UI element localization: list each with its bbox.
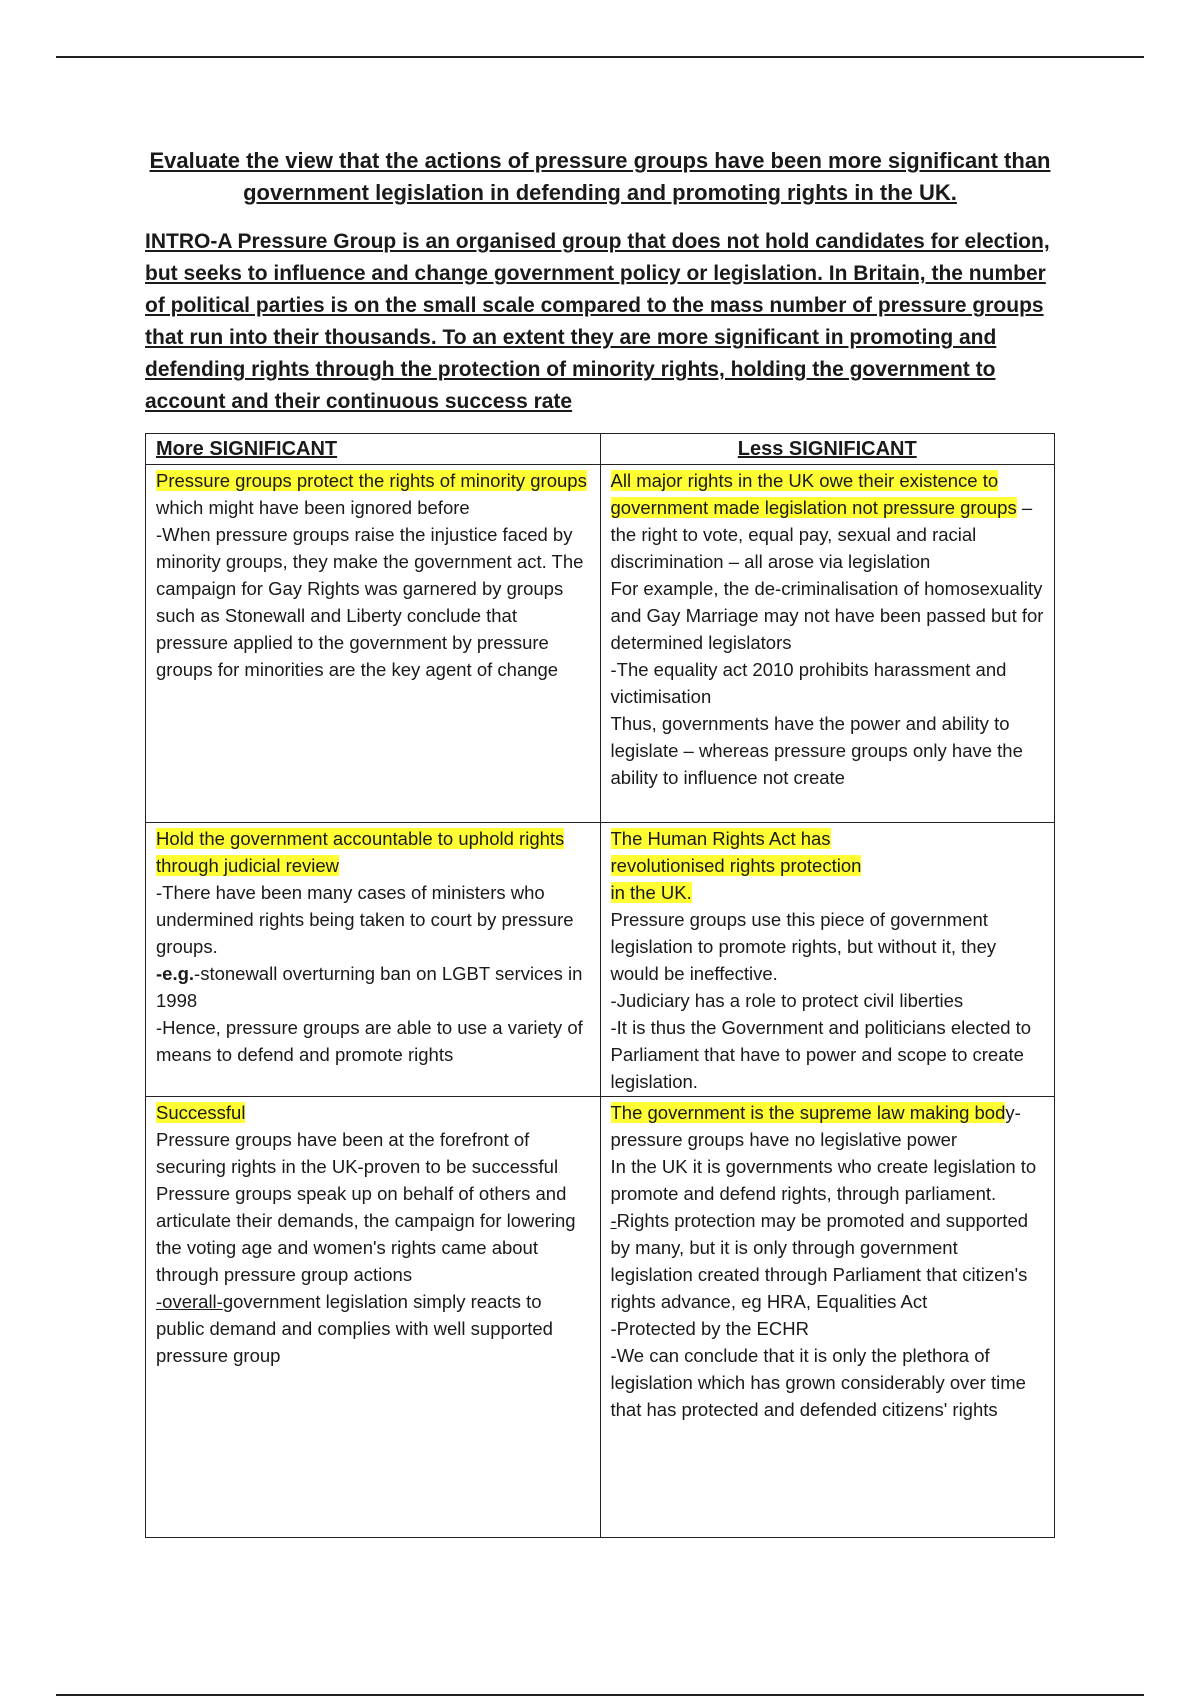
highlight-text: Successful <box>156 1102 246 1123</box>
cell-text: – the right to vote, equal pay, sexual and racial discrimination – all arose via legislation <box>610 497 1033 572</box>
cell-text: which might have been ignored before <box>156 497 470 518</box>
cell-text: -Hence, pressure groups are able to use a variety of means to defend and promote rights <box>156 1017 583 1065</box>
cell-text: -Judiciary has a role to protect civil liberties <box>610 990 964 1011</box>
cell-text: -When pressure groups raise the injustice faced by minority groups, they make the government act. The campaign for Gay Rights was garnered by groups such as Stonewall and Liberty conclude that pressure applied to the government by pressure groups for minorities are the key agent of change <box>156 524 584 680</box>
cell-text: Pressure groups use this piece of government legislation to promote rights, but without it, they would be ineffective. <box>610 909 997 984</box>
cell-text: Pressure groups speak up on behalf of others and articulate their demands, the campaign for lowering the voting age and women's rights came about through pressure group actions <box>156 1183 576 1285</box>
cell-text: Thus, governments have the power and ability to legislate – whereas pressure groups only have the ability to influence not create <box>610 713 1023 788</box>
eg-label: -e.g. <box>156 963 195 984</box>
table-header-row <box>146 434 1055 465</box>
cell-legislation-origins <box>600 465 1055 823</box>
overall-label: -overall- <box>156 1291 223 1312</box>
cell-text: -There have been many cases of ministers who undermined rights being taken to court by pressure groups. <box>156 882 574 957</box>
highlight-text: Hold the government accountable to uphold rights through judicial review <box>156 828 565 876</box>
header-more-significant: More SIGNIFICANT <box>146 434 601 465</box>
highlight-text: Pressure groups protect the rights of minority groups <box>156 470 587 491</box>
cell-text: In the UK it is governments who create legislation to promote and defend rights, through parliament. <box>610 1156 1037 1204</box>
table-row <box>146 1097 1055 1538</box>
cell-text: y- pressure groups have no legislative power <box>610 1102 1021 1150</box>
cell-text: government legislation simply reacts to public demand and complies with well supported pressure group <box>156 1291 553 1366</box>
dash-mark: - <box>610 1210 617 1231</box>
cell-supreme-law-making <box>600 1097 1055 1538</box>
cell-human-rights-act <box>600 823 1055 1097</box>
cell-judicial-review <box>146 823 601 1097</box>
cell-text: For example, the de-criminalisation of homosexuality and Gay Marriage may not have been passed but for determined legislators <box>610 578 1044 653</box>
significance-table <box>145 433 1055 1538</box>
table-row <box>146 465 1055 823</box>
cell-text: -The equality act 2010 prohibits harassment and victimisation <box>610 659 1007 707</box>
cell-successful <box>146 1097 601 1538</box>
highlight-text: in the UK. <box>610 882 692 903</box>
essay-title <box>130 145 1070 209</box>
cell-text: Rights protection may be promoted and supported by many, but it is only through government legislation created through Parliament that citizen's rights advance, eg HRA, Equalities Act <box>610 1210 1029 1312</box>
cell-text: -It is thus the Government and politicians elected to Parliament that have to power and scope to create legislation. <box>610 1017 1032 1092</box>
table-row <box>146 823 1055 1097</box>
intro-paragraph: INTRO-A Pressure Group is an organised group that does not hold candidates for election, but seeks to influence and change government policy or legislation. In Britain, the number of political parties is on the small scale compared to the mass number of pressure groups that run into their thousands. To an extent they are more significant in promoting and defending rights through the protection of minority rights, holding the government to account and their continuous success rate <box>145 230 1050 413</box>
essay-title-line-2: government legislation in defending and promoting rights in the UK. <box>243 180 957 205</box>
page-top-rule <box>56 56 1144 58</box>
cell-minority-rights <box>146 465 601 823</box>
highlight-text: The Human Rights Act has <box>610 828 831 849</box>
essay-title-line-1: Evaluate the view that the actions of pressure groups have been more significant than <box>149 148 1051 173</box>
header-less-significant: Less SIGNIFICANT <box>600 434 1055 465</box>
cell-text: -stonewall overturning ban on LGBT services in 1998 <box>156 963 583 1011</box>
page-bottom-rule <box>56 1694 1144 1696</box>
cell-text: Pressure groups have been at the forefront of securing rights in the UK-proven to be successful <box>156 1129 559 1177</box>
highlight-text: All major rights in the UK owe their existence to government made legislation not pressure groups <box>610 470 1017 518</box>
highlight-text: revolutionised rights protection <box>610 855 862 876</box>
cell-text: -We can conclude that it is only the plethora of legislation which has grown considerably over time that has protected and defended citizens' rights <box>610 1345 1026 1420</box>
highlight-text: The government is the supreme law making bod <box>610 1102 1006 1123</box>
cell-text: -Protected by the ECHR <box>610 1318 809 1339</box>
